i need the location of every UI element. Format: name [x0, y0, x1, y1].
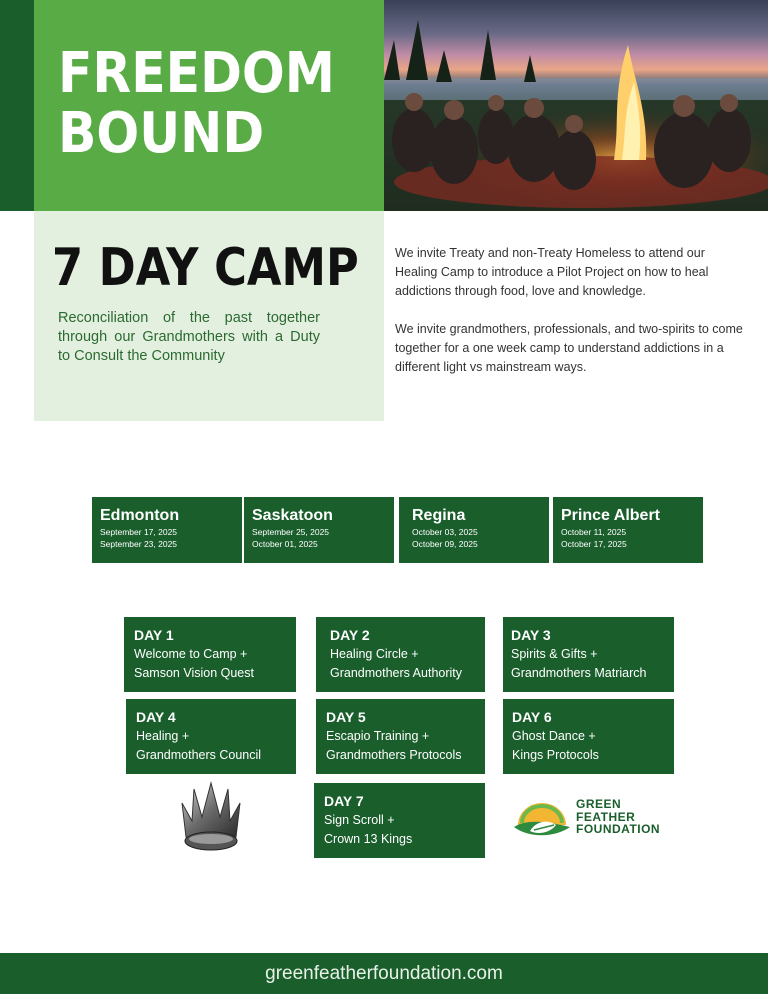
intro-paragraph-2: We invite grandmothers, professionals, and two-spirits to come together for a one week camp to understand addictions in a different light vs mainstream ways.	[395, 322, 743, 374]
intro-paragraph-1: We invite Treaty and non-Treaty Homeless to attend our Healing Camp to introduce a Pilot Project on how to heal addictions through food, love and knowledge.	[395, 246, 709, 298]
campfire-photo	[384, 0, 768, 211]
intro-text	[395, 244, 745, 396]
footer-url[interactable]: greenfeatherfoundation.com	[0, 953, 768, 994]
location-date-end: October 17, 2025	[561, 539, 627, 549]
logo-wordmark	[576, 798, 660, 836]
day-label: DAY 4	[136, 709, 176, 725]
location-name: Edmonton	[100, 507, 180, 524]
day-card-4	[126, 699, 296, 774]
day-activity-2: Crown 13 Kings	[324, 832, 413, 846]
location-card-edmonton	[92, 497, 242, 563]
location-card-regina	[399, 497, 549, 563]
day-activity-1: Healing Circle +	[330, 647, 419, 661]
day-activity-1: Escapio Training +	[326, 729, 430, 743]
location-name: Prince Albert	[561, 507, 660, 524]
day-label: DAY 7	[324, 793, 364, 809]
campfire-scene-illustration	[384, 0, 768, 211]
day-card-2	[316, 617, 485, 692]
title-line-2: BOUND	[58, 101, 265, 166]
day-card-7	[314, 783, 485, 858]
crown-icon	[180, 781, 242, 853]
day-label: DAY 5	[326, 709, 366, 725]
day-activity-2: Grandmothers Protocols	[326, 748, 462, 762]
title-line-1: FREEDOM	[58, 41, 335, 106]
location-date-start: October 11, 2025	[561, 527, 627, 537]
logo-line-1: GREEN	[576, 797, 622, 811]
day-label: DAY 3	[511, 627, 551, 643]
day-card-1	[124, 617, 296, 692]
logo-line-2: FEATHER	[576, 809, 636, 824]
location-date-start: September 25, 2025	[252, 527, 330, 537]
location-name: Regina	[412, 507, 466, 524]
location-date-start: September 17, 2025	[100, 527, 178, 537]
location-name: Saskatoon	[252, 507, 333, 524]
location-date-end: October 09, 2025	[412, 539, 478, 549]
day-label: DAY 6	[512, 709, 552, 725]
day-label: DAY 2	[330, 627, 370, 643]
day-activity-2: Kings Protocols	[512, 748, 599, 762]
location-card-saskatoon	[244, 497, 394, 563]
day-activity-2: Grandmothers Council	[136, 748, 262, 762]
day-activity-1: Welcome to Camp +	[134, 647, 248, 661]
day-label: DAY 1	[134, 627, 174, 643]
camp-title: 7 DAY CAMP	[52, 238, 359, 298]
header-dark-strip	[0, 0, 34, 211]
day-card-6	[503, 699, 674, 774]
day-card-5	[316, 699, 485, 774]
day-activity-1: Spirits & Gifts +	[511, 647, 598, 661]
location-date-end: October 01, 2025	[252, 539, 318, 549]
page-title	[58, 41, 335, 166]
day-activity-2: Grandmothers Matriarch	[511, 666, 647, 680]
hero-subtitle: Reconciliation of the past together through our Grandmothers with a Duty to Consult the Community	[58, 310, 320, 364]
day-activity-1: Ghost Dance +	[512, 729, 596, 743]
location-date-end: September 23, 2025	[100, 539, 178, 549]
day-activity-2: Samson Vision Quest	[134, 666, 254, 680]
day-activity-1: Sign Scroll +	[324, 813, 395, 827]
day-activity-2: Grandmothers Authority	[330, 666, 463, 680]
location-date-start: October 03, 2025	[412, 527, 478, 537]
location-card-prince-albert	[553, 497, 703, 563]
day-activity-1: Healing +	[136, 729, 190, 743]
logo-line-3: FOUNDATION	[576, 822, 661, 836]
day-card-3	[503, 617, 674, 692]
